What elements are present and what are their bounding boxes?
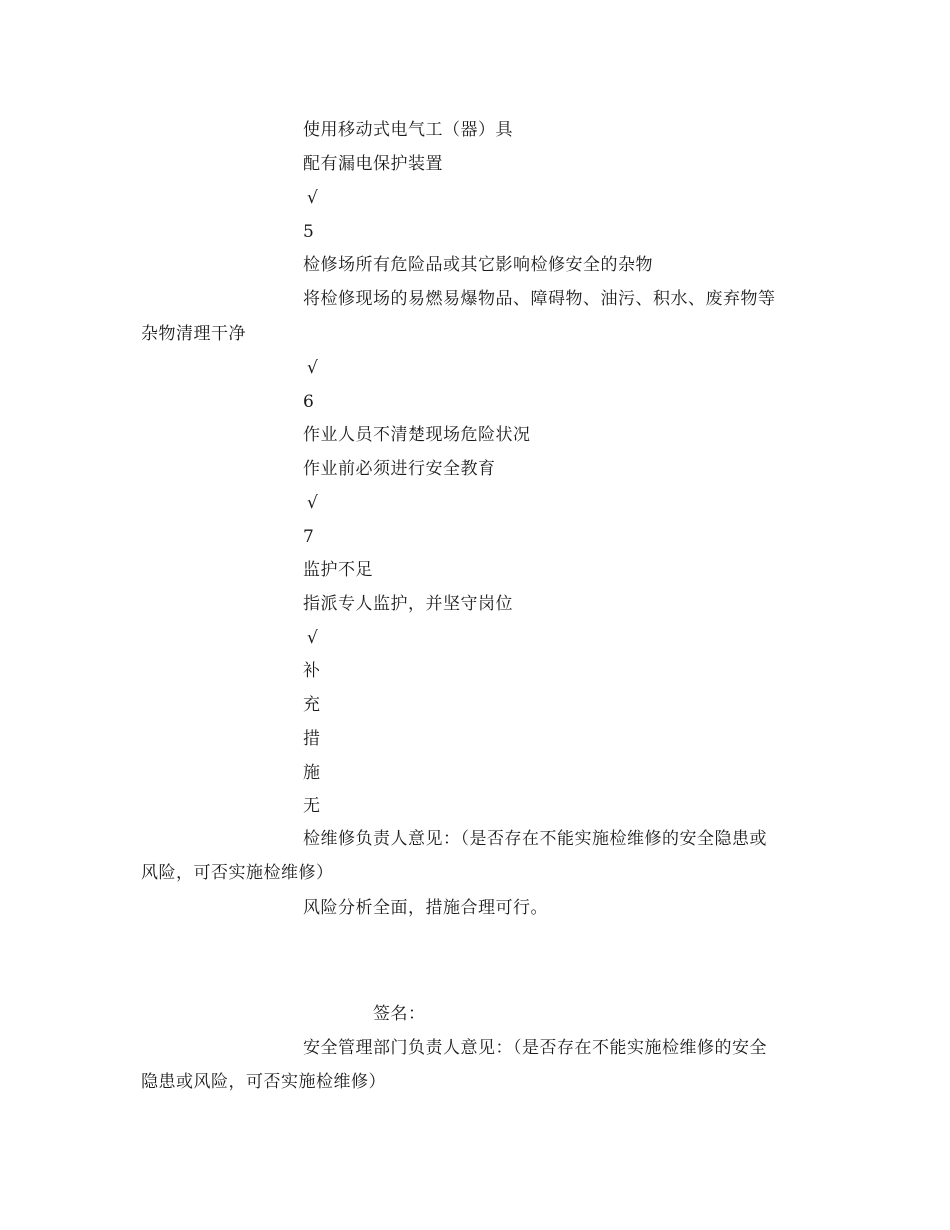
text-line: 风险分析全面，措施合理可行。 xyxy=(303,898,548,918)
text-line: 配有漏电保护装置 xyxy=(303,154,443,174)
check-mark: √ xyxy=(307,188,319,208)
text-line: 检维修负责人意见：（是否存在不能实施检维修的安全隐患或 xyxy=(303,829,767,849)
text-line: 将检修现场的易燃易爆物品、障碍物、油污、积水、废弃物等 xyxy=(303,289,776,309)
text-line: 使用移动式电气工（器）具 xyxy=(303,120,513,140)
text-line: 指派专人监护，并坚守岗位 xyxy=(303,594,513,614)
signature-label: 签名： xyxy=(373,1004,426,1024)
check-mark: √ xyxy=(307,493,319,513)
text-line: 监护不足 xyxy=(303,560,373,580)
item-number: 5 xyxy=(303,222,315,242)
text-line: 隐患或风险，可否实施检维修） xyxy=(141,1072,386,1092)
check-mark: √ xyxy=(307,628,319,648)
text-line: 作业前必须进行安全教育 xyxy=(303,459,496,479)
text-line: 无 xyxy=(303,796,321,816)
check-mark: √ xyxy=(307,358,319,378)
text-line: 补 xyxy=(303,661,321,681)
text-line: 施 xyxy=(303,763,321,783)
text-line: 作业人员不清楚现场危险状况 xyxy=(303,425,531,445)
item-number: 6 xyxy=(303,392,315,412)
item-number: 7 xyxy=(303,527,315,547)
text-line: 充 xyxy=(303,695,321,715)
text-line: 风险，可否实施检维修） xyxy=(141,863,334,883)
text-line: 杂物清理干净 xyxy=(141,324,246,344)
text-line: 措 xyxy=(303,729,321,749)
text-line: 安全管理部门负责人意见：（是否存在不能实施检维修的安全 xyxy=(303,1038,767,1058)
text-line: 检修场所有危险品或其它影响检修安全的杂物 xyxy=(303,255,653,275)
